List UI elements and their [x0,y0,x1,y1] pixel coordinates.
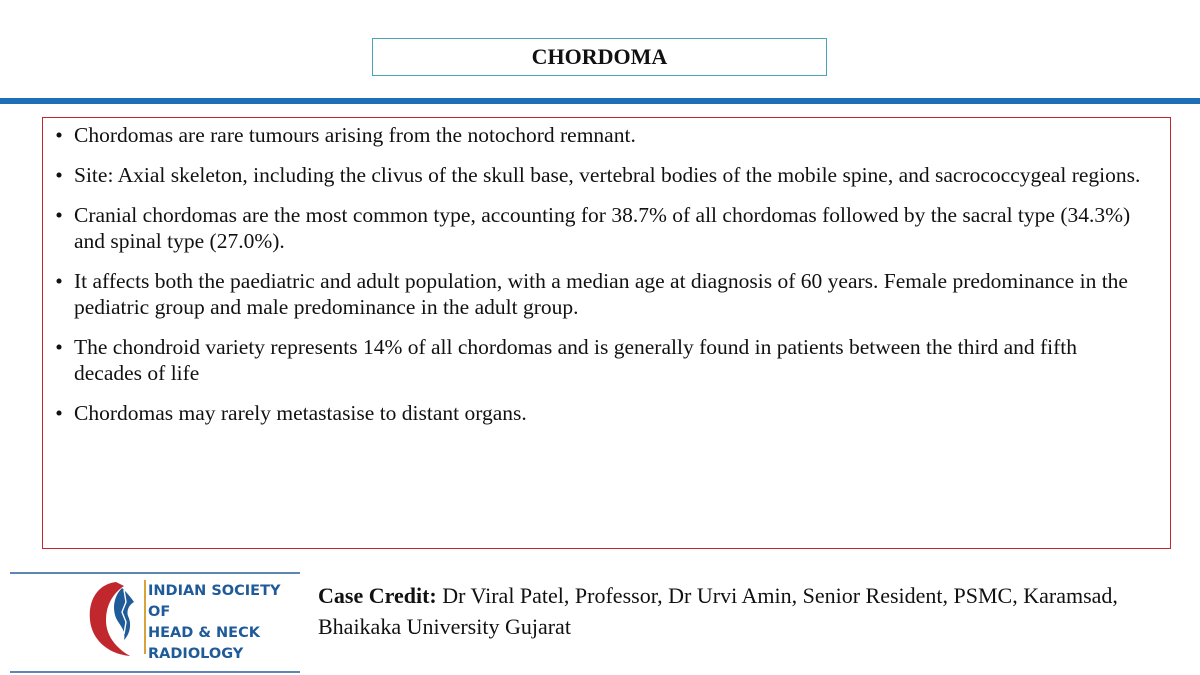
bullet-item [51,122,1150,148]
logo-line-2: HEAD & NECK [148,625,260,641]
bullet-dot: • [55,335,63,359]
footer-rule-bottom [10,671,300,673]
bullet-item [51,268,1150,320]
bullet-dot: • [55,203,63,227]
bullet-dot: • [55,123,63,147]
logo-line-3: RADIOLOGY [148,646,244,662]
bullet-text: The chondroid variety represents 14% of all chordomas and is generally found in patients between the third and fifth decades of life [74,335,1078,385]
bullet-item [51,400,1150,426]
slide-title: CHORDOMA [372,38,827,76]
case-credit [318,580,1178,642]
content-panel [42,117,1171,549]
logo-divider [144,580,146,654]
bullet-text: Chordomas are rare tumours arising from the notochord remnant. [74,123,636,147]
society-logo [86,578,296,662]
bullet-list [51,122,1150,440]
bullet-dot: • [55,163,63,187]
case-credit-text: Dr Viral Patel, Professor, Dr Urvi Amin, Senior Resident, PSMC, Karamsad, Bhaikaka University Gujarat [318,583,1118,639]
bullet-text: Chordomas may rarely metastasise to distant organs. [74,401,527,425]
footer-rule-top [10,572,300,574]
head-profile-icon [86,578,142,658]
bullet-dot: • [55,401,63,425]
logo-line-1: INDIAN SOCIETY OF [148,583,281,620]
bullet-item [51,202,1150,254]
header-divider [0,98,1200,104]
case-credit-label: Case Credit: [318,583,437,608]
bullet-dot: • [55,269,63,293]
logo-text [148,581,296,665]
bullet-item [51,162,1150,188]
bullet-item [51,334,1150,386]
bullet-text: Site: Axial skeleton, including the clivus of the skull base, vertebral bodies of the mobile spine, and sacrococcygeal regions. [74,163,1141,187]
bullet-text: It affects both the paediatric and adult population, with a median age at diagnosis of 60 years. Female predominance in the pediatric group and male predominance in the adult group. [74,269,1128,319]
bullet-text: Cranial chordomas are the most common type, accounting for 38.7% of all chordomas followed by the sacral type (34.3%) and spinal type (27.0%). [74,203,1131,253]
